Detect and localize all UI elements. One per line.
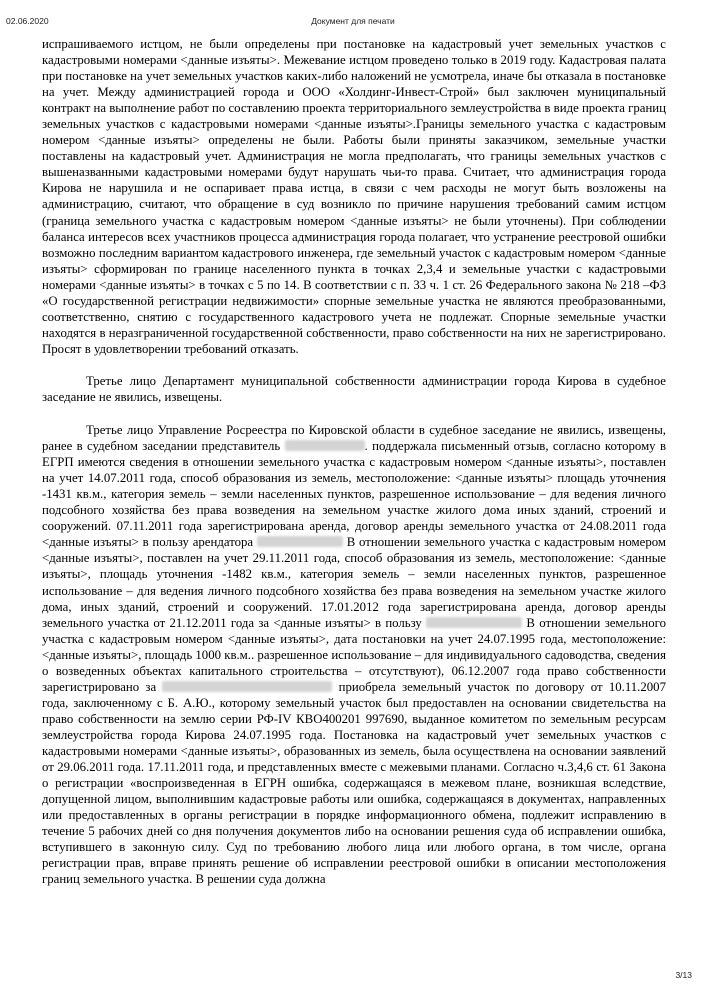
paragraph-third-party-department: Третье лицо Департамент муниципальной собственности администрации города Кирова в судебное заседание не явились, извещены.	[42, 373, 666, 404]
redacted-name	[162, 681, 332, 692]
redacted-name	[426, 617, 522, 628]
print-date: 02.06.2020	[6, 16, 49, 26]
rosreestr-text-part-4: В отношении земельного участка с кадастровым номером <данные изъяты>, дата постановки на учет 24.07.1995 года, местоположение: <данные изъяты>, площадь 1000 кв.м.. разрешенное использование – для индивидуального садоводства, сведения о возведенных объектах капитального строительства – отсутствуют), 06.12.2007 года право собственности зарегистрировано за	[42, 615, 667, 694]
rosreestr-text-part-5: приобрела земельный участок по договору от 10.11.2007 года, заключенному с Б. А.Ю., которому земельный участок был предоставлен на основании свидетельства на право собственности на землю серии РФ-IV КВО400201 997690, выданное комитетом по земельным ресурсам землеустройства города Кирова 24.07.1995 года. Постановка на кадастровый учет земельных участков с кадастровыми номерами <данные изъяты>, образованных из земель, была осуществлена на основании заявлений от 29.06.2011 года. 17.11.2011 года, и представленных вместе с межевыми планами. Согласно ч.3,4,6 ст. 61 Закона о регистрации «воспроизведенная в ЕГРН ошибка, содержащаяся в межевом плане, возникшая вследствие, допущенной лицом, выполнившим кадастровые работы или ошибка, содержащаяся в документах, направленных или предоставленных в органы регистрации в порядке информационного обмена, подлежит исправлению в течение 5 рабочих дней со дня получения документов либо на основании решения суда об исправлении ошибка, вступившего в законную силу. Суд по требованию любого лица или любого органа, в том числе, органа регистрации прав, вправе принять решение об исправлении реестровой ошибки в описании местоположения границ земельного участка. В решении суда должна	[42, 679, 666, 887]
paragraph-administration-position: испрашиваемого истцом, не были определены при постановке на кадастровый учет земельных участков с кадастровыми номерами <данные изъяты>. Межевание истцом проведено только в 2019 году. Кадастровая палата при постановке на учет земельных участков каких-либо наложений не усмотрела, иначе бы отказала в постановке на учет. Между администрацией города и ООО «Холдинг-Инвест-Строй» был заключен муниципальный контракт на выполнение работ по составлению проекта территориального землеустройства в виде проекта границ земельных участков с кадастровыми номерами <данные изъяты>.Границы земельного участка с кадастровым номером <данные изъяты> определены не были. Работы были приняты заказчиком, земельные участки поставлены на кадастровый учет. Администрация не могла предполагать, что границы земельных участков с вышеназванными кадастровыми номерами будут нарушать чьи-то права. Считает, что администрация города Кирова не нарушила и не оспаривает права истца, в связи с чем расходы не могут быть возложены на администрацию, считают, что обращение в суд возникло по причине нарушения требований самим истцом (граница земельного участка с кадастровым номером <данные изъяты> не были уточнены). При соблюдении баланса интересов всех участников процесса администрация города полагает, что устранение реестровой ошибки возможно последним вариантом кадастрового инженера, где земельный участок с кадастровым номером <данные изъяты> сформирован по границе населенного пункта в точках 2,3,4 и земельные участки с кадастровыми номерами <данные изъяты> в точках с 5 по 14. В соответствии с п. 33 ч. 1 ст. 26 Федерального закона № 218 –ФЗ «О государственной регистрации недвижимости» спорные земельные участка не являются преобразованными, соответственно, снятию с государственного кадастрового учета не подлежат. Спорные земельные участки находятся в неразграниченной государственной собственности, право собственности на них не зарегистрировано. Просят в удовлетворении требований отказать.	[42, 37, 666, 356]
page-number: 3/13	[675, 970, 692, 980]
document-body	[42, 36, 666, 887]
rosreestr-text-part-2: . поддержала письменный отзыв, согласно которому в ЕГРП имеются сведения в отношении земельного участка с кадастровым номером <данные изъяты>, поставлен на учет 14.07.2011 года, способ образования из земель, местоположение: <данные изъяты> площадь уточнения -1431 кв.м., категория земель – земли населенных пунктов, разрешенное использование – для ведения личного подсобного хозяйства без права возведения на земельном участке жилого дома иных зданий, строений и сооружений. 07.11.2011 года зарегистрирована аренда, договор аренды земельного участка от 24.08.2011 года <данные изъяты> в пользу арендатора	[42, 439, 666, 550]
redacted-name	[285, 440, 365, 451]
print-header-title: Документ для печати	[311, 16, 395, 26]
redacted-name	[257, 536, 343, 547]
paragraph-third-party-rosreestr	[42, 422, 666, 887]
rosreestr-text-part-1: Третье лицо Управление Росреестра по Кировской области в судебное заседание не явились, извещены, ранее в судебном заседании представитель	[42, 423, 666, 454]
rosreestr-text-part-3: В отношении земельного участка с кадастровым номером <данные изъяты>, поставлен на учет 29.11.2011 года, способ образования из земель, местоположение: <данные изъяты>, площадь уточнения -1482 кв.м., категория земель – земли населенных пунктов, разрешенное использование – для ведения личного подсобного хозяйства без права возведения на земельном участке жилого дома, иных зданий, строений и сооружений. 17.01.2012 года зарегистрирована аренда, договор аренды земельного участка от 21.12.2011 года за <данные изъяты> в пользу	[42, 535, 666, 630]
